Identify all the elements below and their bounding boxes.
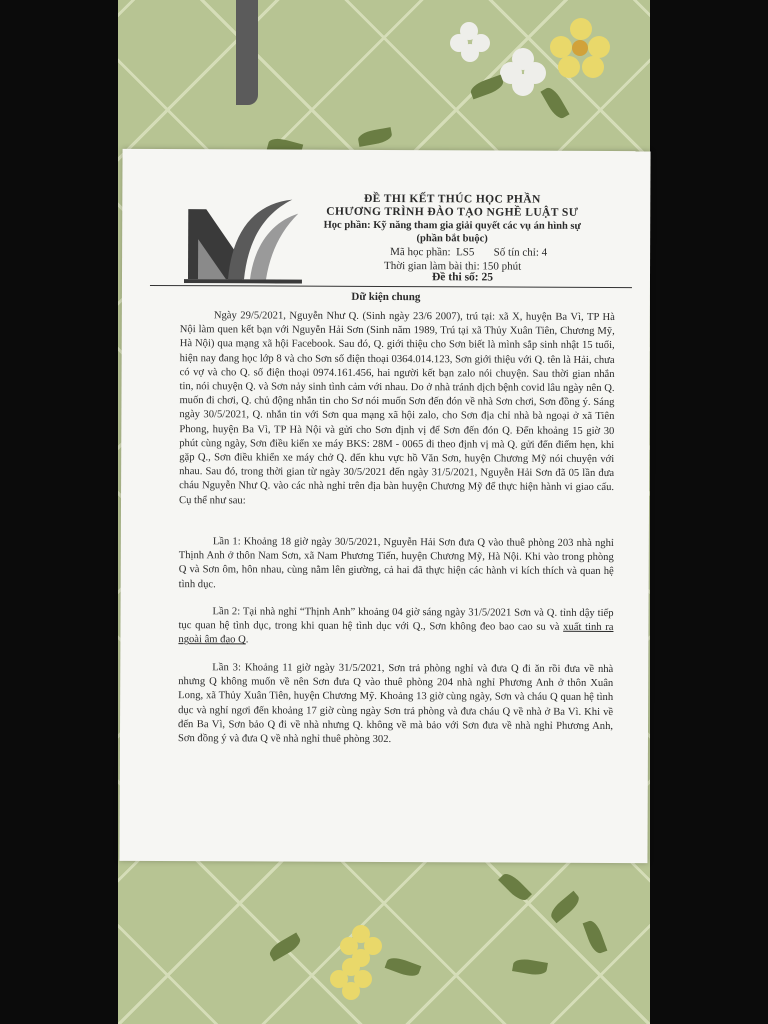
- paragraph-lan-2: [178, 605, 613, 650]
- paragraph-facts: Ngày 29/5/2021, Nguyễn Như Q. (Sinh ngày 23/6 2007), trú tại: xã X, huyện Ba Vì, TP Hà Nội làm quen kết bạn với Nguyễn Hải Sơn (Sinh năm 1989, Trú tại xã Thủy Xuân Tiên, Chương Mỹ, Hà Nội) qua mạng xã hội Facebook. Sau đó, Q. giới thiệu cho Sơn biết là mình sắp sinh nhật 15 tuổi, hiện nay đang học lớp 8 và cho Sơn số điện thoại 0364.014.123, Sơn giới thiệu với Q. tên là Hải, chưa có vợ và cho Q. số điện thoại 0974.161.456, hai người kết bạn zalo nói chuyện. Sau thời gian nhắn tin, nói chuyện Q. và Sơn nảy sinh tình cảm với nhau. Do ở nhà tránh dịch bệnh covid lâu ngày nên Q. muốn đi chơi, Q. chủ động nhắn tin cho Sơ nói muốn Sơn đến đón về nhà Sơn chơi, Sơn đồng ý. Sáng ngày 30/5/2021, Q. nhắn tin với Sơn qua mạng xã hội zalo, cho Sơn địa chỉ nhà bà ngoại ở xã Tiên Phong, huyện Ba Vì, TP Hà Nội và gửi cho Sơn định vị để Sơn đến đón Q. Đến khoảng 15 giờ 30 phút cùng ngày, Sơn điều kiển xe máy BKS: 28M - 0065 đi theo định vị mà Q. gửi đến điểm hẹn, khi gặp Q., Sơn điều khiển xe máy chở Q. đến khu vực hồ Văn Sơn, huyện Chương Mỹ nói chuyện với nhau. Sau đó, trong thời gian từ ngày 30/5/2021 đến ngày 31/5/2021, Nguyễn Hải Sơn đã 05 lần đưa cháu Nguyễn Như Q. vào các nhà nghỉ trên địa bàn huyện Chương Mỹ để thực hiện hành vi giao cấu. Cụ thể như sau:: [178, 310, 615, 507]
- black-border-right: [650, 0, 768, 1024]
- paragraph-lan-1: Lần 1: Khoảng 18 giờ ngày 30/5/2021, Nguyễn Hải Sơn đưa Q vào thuê phòng 203 nhà nghỉ Thịnh Anh ở thôn Nam Sơn, xã Nam Phương Tiến, huyện Chương Mỹ, Hà Nội. Khi vào trong phòng Q và Sơn ôm, hôn nhau, cùng nằm lên giường, cả hai đã thực hiện các hành vi kích thích và quan hệ tình dục.: [178, 536, 614, 590]
- leaf-icon: [498, 870, 532, 904]
- leaf-icon: [583, 919, 608, 956]
- course-name: Học phần: Kỹ năng tham gia giải quyết các vụ án hình sự: [323, 219, 581, 232]
- header-divider: [150, 285, 632, 288]
- paragraph-lan-2-end: .: [245, 634, 249, 646]
- leaf-icon: [547, 891, 582, 924]
- phone-edge: [236, 0, 258, 105]
- white-flower-icon: [500, 48, 546, 94]
- leaf-icon: [512, 957, 548, 977]
- yellow-flower-icon: [330, 958, 374, 1002]
- leaf-icon: [357, 127, 393, 147]
- paragraph-lan-2-text: Lần 2: Tại nhà nghỉ “Thịnh Anh” khoảng 04 giờ sáng ngày 31/5/2021 Sơn và Q. tỉnh dậy tiếp tục quan hệ tình dục, trong khi quan hệ tình dục với Q., Sơn không đeo bao cao su và: [178, 606, 614, 633]
- exam-header: [272, 193, 632, 247]
- white-flower-icon: [450, 22, 490, 62]
- exam-paper: [119, 149, 650, 863]
- leaf-icon: [267, 932, 303, 961]
- leaf-icon: [540, 85, 569, 121]
- course-code: Mã học phần: LS5 Số tín chỉ: 4: [390, 246, 548, 259]
- black-border-left: [0, 0, 118, 1024]
- underlined-phrase: xuất tinh ra ngoài âm đạo Q: [178, 621, 614, 646]
- yellow-flower-icon: [550, 18, 610, 78]
- program-title: CHƯƠNG TRÌNH ĐÀO TẠO NGHỀ LUẬT SƯ: [326, 205, 579, 219]
- exam-title: ĐỀ THI KẾT THÚC HỌC PHẦN: [363, 192, 541, 206]
- leaf-icon: [469, 75, 506, 100]
- course-note: (phần bắt buộc): [416, 233, 488, 245]
- section-title: Dữ kiện chung: [351, 290, 421, 304]
- leaf-icon: [385, 955, 422, 980]
- paragraph-lan-3: Lần 3: Khoảng 11 giờ ngày 31/5/2021, Sơn trả phòng nghỉ và đưa Q đi ăn rồi đưa về nhà nhưng Q không muốn về nên Sơn đưa Q vào thuê phòng 204 nhà nghỉ Phương Anh ở thôn Xuân Long, xã Thủy Xuân Tiên, huyện Chương Mỹ. Khoảng 13 giờ cùng ngày, Sơn và cháu Q quan hệ tình dục và nghỉ ngơi đến khoảng 17 giờ cùng ngày Sơn trả phòng và đưa cháu Q về nhà ở Ba Vì. Khi về đến Ba Vì, Sơn bảo Q đi về nhà nhưng Q. không về mà bảo với Sơn đưa về nhà nghỉ Phương Anh, Sơn đồng ý và đưa Q về nhà nghỉ thuê phòng 302.: [177, 662, 614, 746]
- exam-duration: Thời gian làm bài thi: 150 phút: [384, 259, 522, 273]
- exam-number: Đề thi số: 25: [431, 271, 494, 284]
